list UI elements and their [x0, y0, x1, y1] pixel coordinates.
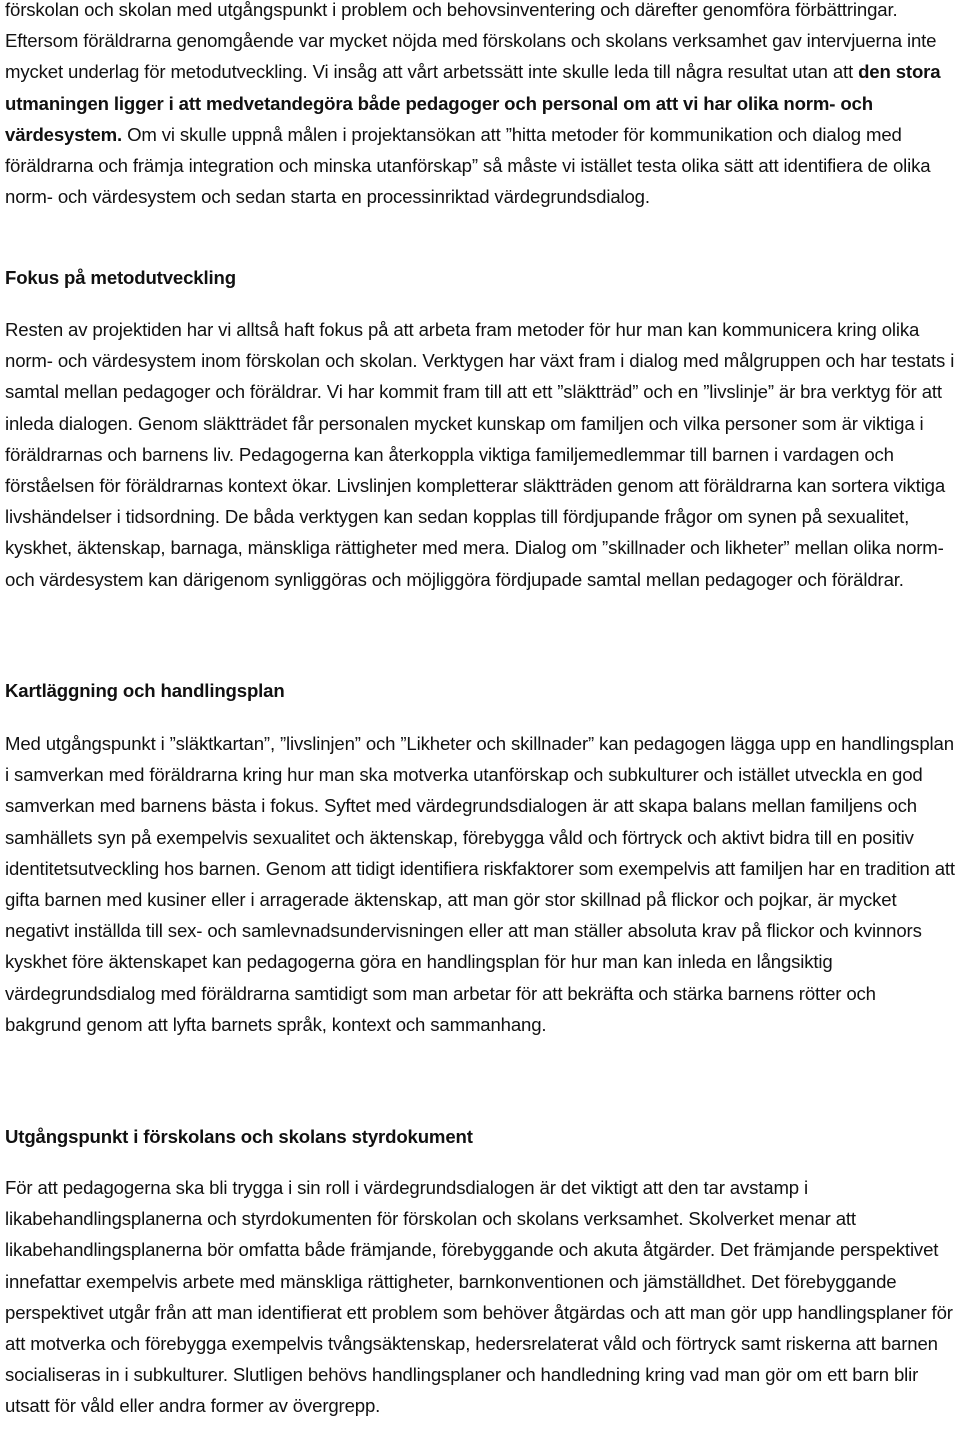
- intro-bold-text: den stora utmaningen ligger i att medvetandegöra både pedagoger och personal om att vi har olika norm- och värdesystem.: [5, 61, 941, 145]
- section-heading-styrdokument: Utgångspunkt i förskolans och skolans styrdokument: [5, 1126, 473, 1147]
- section-body-styrdokument: För att pedagogerna ska bli trygga i sin roll i värdegrundsdialogen är det viktigt att den tar avstamp i likabehandlingsplanerna och styrdokumenten för förskolan och skolans verksamhet. Skolverket menar att likabehandlingsplanerna bör omfatta både främjande, förebyggande och akuta åtgärder. Det främjande perspektivet innefattar exempelvis arbete med mänskliga rättigheter, barnkonventionen och jämställdhet. Det förebyggande perspektivet utgår från att man identifierat ett problem som behöver åtgärdas och att man gör upp handlingsplaner för att motverka och förebygga exempelvis tvångsäktenskap, hedersrelaterat våld och förtryck samt riskerna att barnen socialiseras in i subkulturer. Slutligen behövs handlingsplaner och handledning kring vad man gör om ett barn blir utsatt för våld eller andra former av övergrepp.: [5, 1177, 953, 1417]
- section-body-metodutveckling: Resten av projektiden har vi alltså haft fokus på att arbeta fram metoder för hur man kan kommunicera kring olika norm- och värdesystem inom förskolan och skolan. Verktygen har växt fram i dialog med målgruppen och har testats i samtal mellan pedagoger och föräldrar. Vi har kommit fram till att ett ”släktträd” och en ”livslinje” är bra verktyg för att inleda dialogen. Genom släktträdet får personalen mycket kunskap om familjen och vilka personer som är viktiga i föräldrarnas och barnens liv. Pedagogerna kan återkoppla viktiga familjemedlemmar till barnen i vardagen och förståelsen för föräldrarnas kontext ökar. Livslinjen kompletterar släktträden genom att föräldrarna kan sortera viktiga livshändelser i tidsordning. De båda verktygen kan sedan kopplas till fördjupande frågor om synen på sexualitet, kyskhet, äktenskap, barnaga, mänskliga rättigheter med mera. Dialog om ”skillnader och likheter” mellan olika norm- och värdesystem kan därigenom synliggöras och möjliggöra fördjupade samtal mellan pedagoger och föräldrar.: [5, 319, 955, 590]
- intro-text-after-bold: Om vi skulle uppnå målen i projektansökan att ”hitta metoder för kommunikation och dialog med föräldrarna och främja integration och minska utanförskap” så måste vi istället testa olika sätt att identifiera de olika norm- och värdesystem och sedan starta en processinriktad värdegrundsdialog.: [5, 123, 931, 208]
- intro-paragraph: [5, 0, 955, 212]
- section-heading-kartlaggning: Kartläggning och handlingsplan: [5, 680, 285, 701]
- section-body-kartlaggning: Med utgångspunkt i ”släktkartan”, ”livslinjen” och ”Likheter och skillnader” kan pedagogen lägga upp en handlingsplan i samverkan med föräldrarna kring hur man ska motverka utanförskap och subkulturer och istället utveckla en god samverkan med barnens bästa i fokus. Syftet med värdegrundsdialogen är att skapa balans mellan familjens och samhällets syn på exempelvis sexualitet och äktenskap, förebygga våld och förtryck och aktivt bidra till en positiv identitetsutveckling hos barnen. Genom att tidigt identifiera riskfaktorer som exempelvis att familjen har en tradition att gifta barnen med kusiner eller i arragerade äktenskap, att man gör stor skillnad på flickor och pojkar, är mycket negativt inställda till sex- och samlevnadsundervisningen eller att man ställer absoluta krav på flickor och kvinnors kyskhet före äktenskapet kan pedagogerna göra en handlingsplan för hur man kan inleda en långsiktig värdegrundsdialog med föräldrarna samtidigt som man arbetar för att bekräfta och stärka barnens rötter och bakgrund genom att lyfta barnets språk, kontext och sammanhang.: [5, 733, 955, 1035]
- intro-text-before-bold: förskolan och skolan med utgångspunkt i problem och behovsinventering och därefter genomföra förbättringar. Eftersom föräldrarna genomgående var mycket nöjda med förskolans och skolans verksamhet gav intervjuerna inte mycket underlag för metodutveckling. Vi insåg att vårt arbetssätt inte skulle leda till några resultat utan att: [5, 0, 937, 83]
- section-heading-metodutveckling: Fokus på metodutveckling: [5, 267, 236, 288]
